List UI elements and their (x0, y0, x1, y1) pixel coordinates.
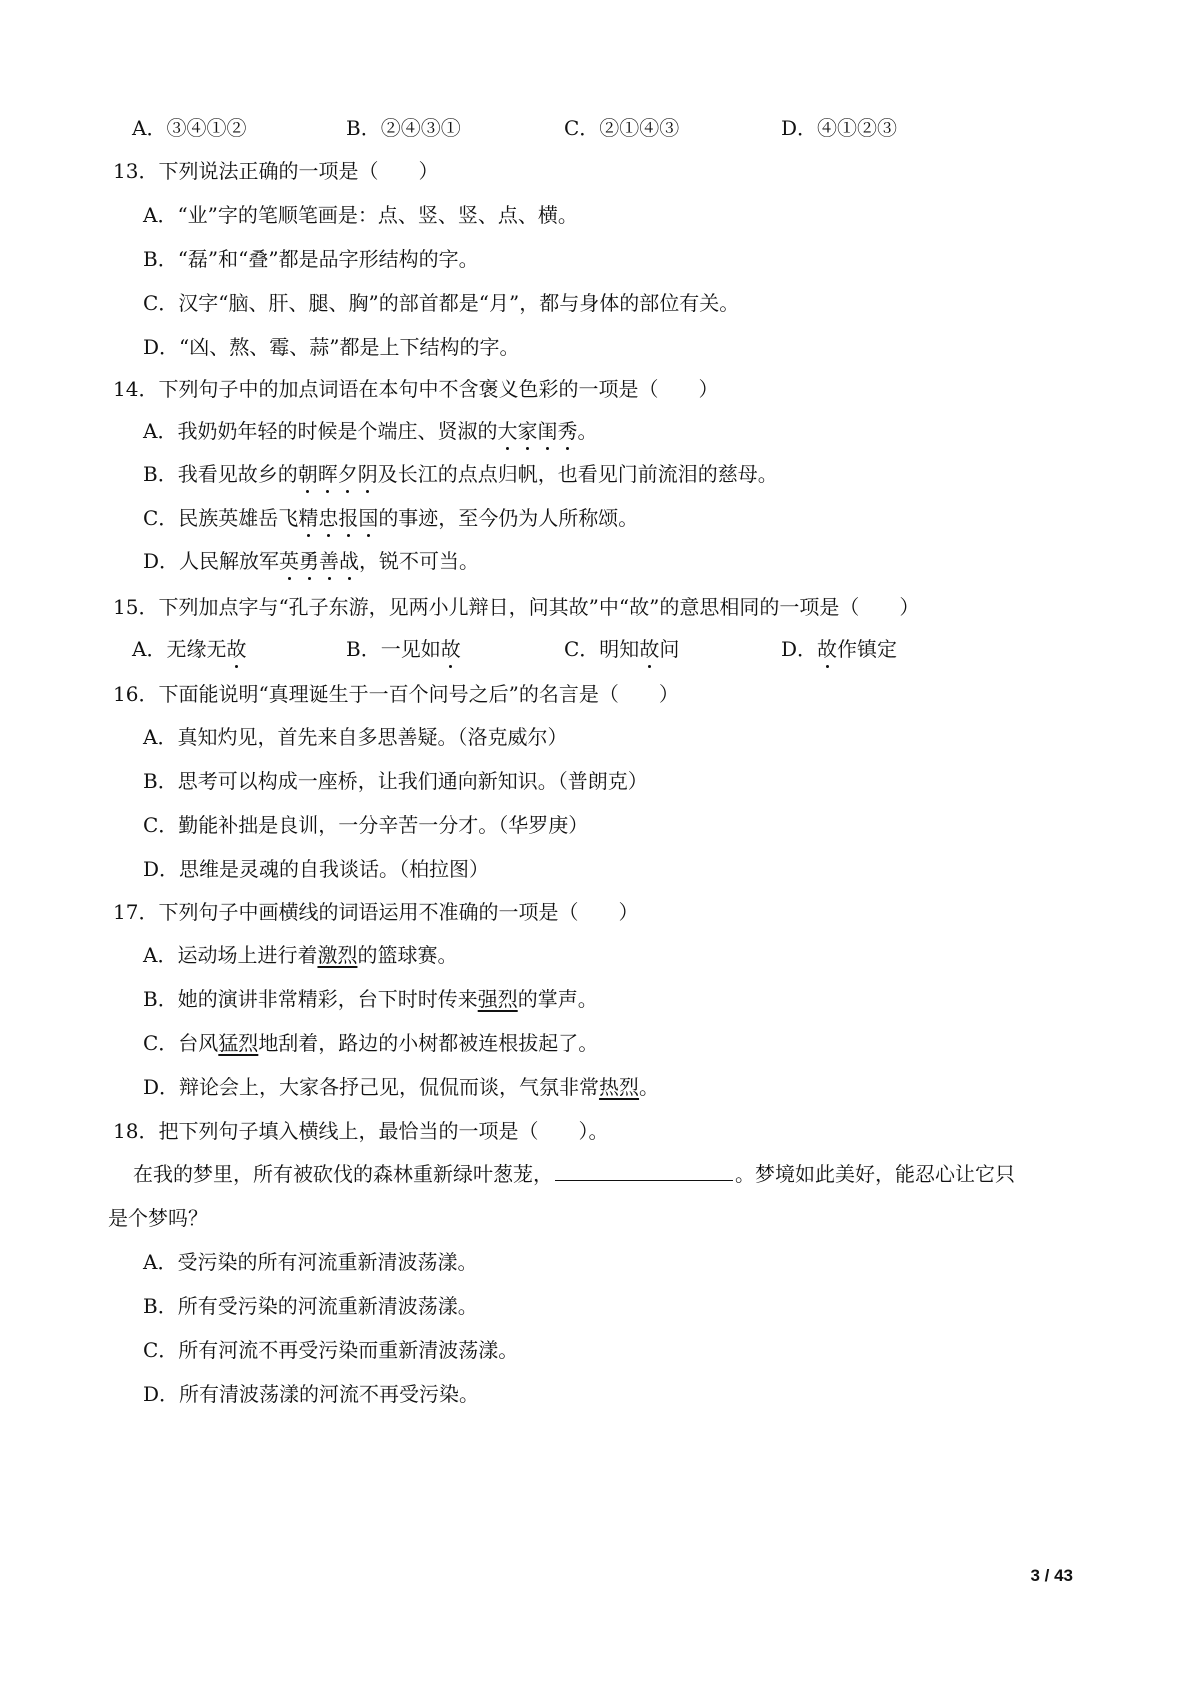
q18-passage-pre: 在我的梦里，所有被砍伐的森林重新绿叶葱茏， (133, 1162, 553, 1186)
q17-c-pre: C．台风 (143, 1031, 219, 1055)
q15-d-post: 作镇定 (837, 637, 898, 661)
q14-option-d (143, 547, 479, 575)
q15-option-b (346, 635, 461, 663)
underlined-word: 猛烈 (218, 1031, 259, 1055)
q16-option-c: C．勤能补拙是良训，一分辛苦一分才。（华罗庚） (143, 813, 589, 837)
q16-option-d: D．思维是灵魂的自我谈话。（柏拉图） (143, 857, 490, 881)
q14-option-a (143, 417, 597, 445)
q15-stem: 15．下列加点字与“孔子东游，见两小儿辩日，问其故”中“故”的意思相同的一项是（ ） (113, 595, 920, 619)
dotted-char: 家 (517, 419, 538, 443)
dotted-char: 大 (497, 419, 518, 443)
dotted-char: 故 (639, 637, 660, 661)
q17-d-post: 。 (639, 1075, 660, 1099)
q15-b-pre: B．一见如 (346, 637, 441, 661)
q15-option-d (781, 635, 897, 663)
dotted-char: 晖 (317, 462, 338, 486)
dotted-char: 阴 (357, 462, 378, 486)
dotted-char: 故 (440, 637, 461, 661)
dotted-char: 报 (338, 506, 359, 530)
q15-option-c (564, 635, 679, 663)
q12-option-d: D．④①②③ (781, 116, 898, 140)
q14-a-pre: A．我奶奶年轻的时候是个端庄、贤淑的 (143, 419, 498, 443)
q14-a-post: 。 (577, 419, 598, 443)
underlined-word: 激烈 (317, 943, 358, 967)
q18-option-a: A．受污染的所有河流重新清波荡漾。 (143, 1250, 478, 1274)
q18-passage-line1 (133, 1160, 1015, 1188)
q16-option-a: A．真知灼见，首先来自多思善疑。（洛克威尔） (143, 725, 568, 749)
q16-stem: 16．下面能说明“真理诞生于一百个问号之后”的名言是（ ） (113, 682, 679, 706)
dotted-char: 善 (319, 549, 340, 573)
q15-c-post: 问 (659, 637, 680, 661)
underlined-word: 热烈 (599, 1075, 640, 1099)
q13-option-c: C．汉字“脑、肝、腿、胸”的部首都是“月”，都与身体的部位有关。 (143, 291, 740, 315)
q15-option-a (132, 635, 246, 663)
q17-c-post: 地刮着，路边的小树都被连根拔起了。 (258, 1031, 599, 1055)
page-number: 3 / 43 (1030, 1566, 1073, 1585)
q17-option-c (143, 1029, 598, 1057)
q14-stem: 14．下列句子中的加点词语在本句中不含褒义色彩的一项是（ ） (113, 377, 719, 401)
q17-option-a (143, 941, 457, 969)
q14-c-post: 的事迹，至今仍为人所称颂。 (378, 506, 639, 530)
underlined-word: 强烈 (477, 987, 518, 1011)
q13-option-a: A．“业”字的笔顺笔画是：点、竖、竖、点、横。 (143, 203, 578, 227)
dotted-char: 朝 (297, 462, 318, 486)
q14-b-post: 及长江的点点归帆，也看见门前流泪的慈母。 (377, 462, 778, 486)
q18-passage-line2: 是个梦吗？ (108, 1206, 208, 1230)
fill-in-blank (555, 1160, 733, 1181)
q14-d-post: ，锐不可当。 (359, 549, 480, 573)
q17-b-pre: B．她的演讲非常精彩，台下时时传来 (143, 987, 478, 1011)
q15-a-pre: A．无缘无 (132, 637, 227, 661)
q17-stem: 17．下列句子中画横线的词语运用不准确的一项是（ ） (113, 900, 639, 924)
q12-option-c: C．②①④③ (564, 116, 680, 140)
q17-b-post: 的掌声。 (517, 987, 598, 1011)
q14-option-c (143, 504, 638, 532)
dotted-char: 英 (279, 549, 300, 573)
q18-option-b: B．所有受污染的河流重新清波荡漾。 (143, 1294, 478, 1318)
q14-d-pre: D．人民解放军 (143, 549, 280, 573)
q15-c-pre: C．明知 (564, 637, 640, 661)
dotted-char: 故 (817, 637, 838, 661)
q16-option-b: B．思考可以构成一座桥，让我们通向新知识。（普朗克） (143, 769, 648, 793)
q12-option-b: B．②④③① (346, 116, 461, 140)
q13-stem: 13．下列说法正确的一项是（ ） (113, 159, 439, 183)
dotted-char: 秀 (557, 419, 578, 443)
q17-d-pre: D．辩论会上，大家各抒己见，侃侃而谈，气氛非常 (143, 1075, 600, 1099)
q13-option-b: B．“磊”和“叠”都是品字形结构的字。 (143, 247, 479, 271)
q18-passage-post: 。梦境如此美好，能忍心让它只 (735, 1162, 1015, 1186)
q15-d-pre: D． (781, 637, 818, 661)
dotted-char: 勇 (299, 549, 320, 573)
dotted-char: 国 (358, 506, 379, 530)
q14-c-pre: C．民族英雄岳飞 (143, 506, 299, 530)
q18-option-d: D．所有清波荡漾的河流不再受污染。 (143, 1382, 480, 1406)
dotted-char: 闺 (537, 419, 558, 443)
dotted-char: 战 (339, 549, 360, 573)
q18-option-c: C．所有河流不再受污染而重新清波荡漾。 (143, 1338, 519, 1362)
dotted-char: 精 (298, 506, 319, 530)
dotted-char: 忠 (318, 506, 339, 530)
q14-b-pre: B．我看见故乡的 (143, 462, 298, 486)
q13-option-d: D．“凶、熬、霉、蒜”都是上下结构的字。 (143, 335, 520, 359)
q17-a-pre: A．运动场上进行着 (143, 943, 318, 967)
q17-a-post: 的篮球赛。 (357, 943, 458, 967)
q17-option-b (143, 985, 598, 1013)
q17-option-d (143, 1073, 659, 1101)
q14-option-b (143, 460, 778, 488)
dotted-char: 故 (226, 637, 247, 661)
q12-option-a: A．③④①② (132, 116, 247, 140)
q18-stem: 18．把下列句子填入横线上，最恰当的一项是（ ）。 (113, 1119, 609, 1143)
dotted-char: 夕 (337, 462, 358, 486)
